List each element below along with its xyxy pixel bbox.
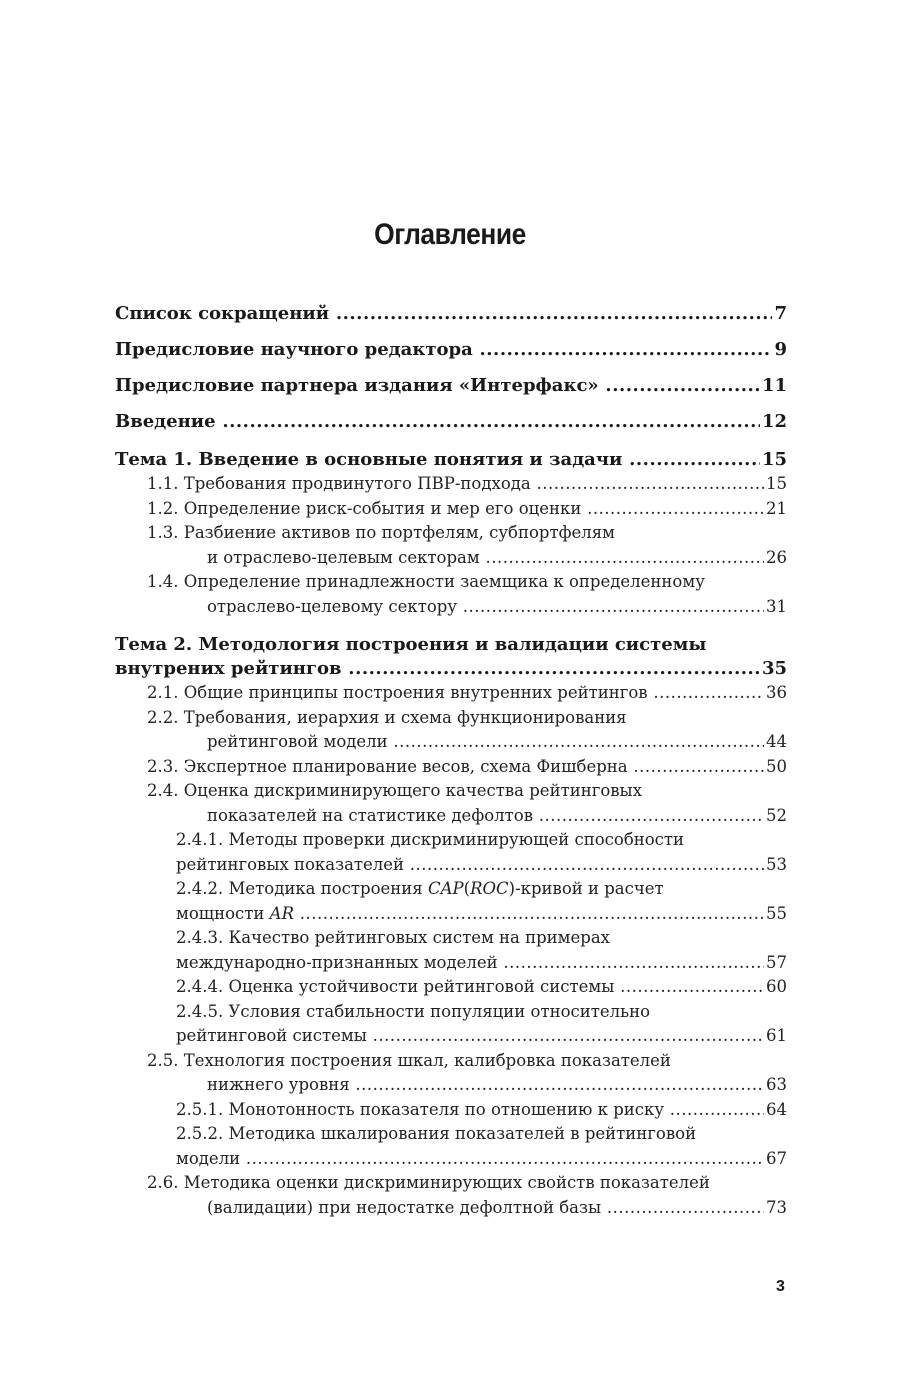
toc-page-number: 9 [774,339,787,360]
toc-entry-2-5-2[interactable] [115,1122,787,1171]
toc-term-roc: ROC [470,879,509,898]
toc-text-part: 2.4.2. Методика построения [176,879,428,898]
table-of-contents [115,302,787,1220]
toc-page-number: 7 [774,303,787,324]
toc-entry-title-cont: (валидации) при недостатке дефолтной базы ..... [207,1196,764,1221]
toc-entry-title-cont: модели ..... [176,1147,764,1172]
page-title: Оглавление [374,218,526,251]
toc-page-number: 44 [766,732,787,751]
toc-page-number: 26 [766,547,787,567]
toc-page-number: 21 [766,498,787,518]
toc-entry-2-4-1[interactable] [115,828,787,877]
toc-entry-2-4-3[interactable] [115,926,787,975]
toc-entry-title: 2.3. Экспертное планирование весов, схема Фишберна ..... [147,755,764,780]
toc-page-number: 60 [766,977,787,996]
toc-entry-2-5-1[interactable] [115,1098,787,1123]
toc-entry-title: 2.6. Методика оценки дискриминирующих свойств показателей [147,1173,710,1192]
toc-entry-1-3[interactable] [115,521,787,570]
toc-page-number: 52 [766,805,787,825]
toc-entry-title-cont: рейтинговых показателей ..... [176,853,764,878]
toc-entry-title: Тема 1. Введение в основные понятия и задачи ..... [115,448,760,472]
toc-entry-title: 2.5.1. Монотонность показателя по отношению к риску ..... [176,1098,764,1123]
toc-entry-title-cont [176,902,764,927]
toc-entry-preface-partner[interactable] [115,374,787,398]
toc-entry-title: 2.5.2. Методика шкалирования показателей в рейтинговой [176,1124,697,1143]
toc-entry-title: 2.4.1. Методы проверки дискриминирующей способности [176,830,685,849]
toc-page-number: 53 [766,854,787,874]
toc-entry-title-cont: международно-признанных моделей ..... [176,951,764,976]
toc-term-cap: CAP [427,879,464,898]
toc-page-number: 35 [761,658,787,679]
toc-entry-title-cont: внутрених рейтингов ..... [115,657,760,681]
toc-page-number: 36 [766,683,787,702]
toc-entry-title: 2.1. Общие принципы построения внутренних рейтингов ..... [147,681,764,706]
toc-entry-title: Тема 2. Методология построения и валидации системы [115,634,707,655]
toc-entry-1-4[interactable] [115,570,787,619]
toc-page-number: 67 [766,1148,787,1168]
toc-entry-title: 2.4.3. Качество рейтинговых систем на примерах [176,928,610,947]
toc-entry-2-6[interactable] [115,1171,787,1220]
toc-page-number: 55 [766,903,787,923]
toc-page-number: 15 [766,474,787,493]
toc-entry-title: 2.2. Требования, иерархия и схема функционирования [147,707,627,727]
toc-page-number: 11 [761,375,787,396]
toc-text-part: мощности [176,903,270,923]
toc-entry-2-4-2[interactable] [115,877,787,926]
toc-entry-title: Предисловие научного редактора ..... [115,338,772,362]
toc-entry-2-4-5[interactable] [115,1000,787,1049]
toc-entry-topic-1[interactable] [115,448,787,472]
toc-entry-title-cont: и отраслево-целевым секторам ..... [207,546,764,571]
toc-entry-topic-2[interactable] [115,633,787,681]
toc-page-number: 57 [766,952,787,972]
toc-entry-title-cont: показателей на статистике дефолтов ..... [207,804,764,829]
toc-page-number: 31 [766,596,787,616]
toc-entry-title: Список сокращений ..... [115,302,772,326]
toc-entry-preface-editor[interactable] [115,338,787,362]
toc-term-ar: AR [269,903,294,923]
page-number: 3 [776,1278,785,1295]
toc-entry-2-4-4[interactable] [115,975,787,1000]
toc-entry-title: 1.2. Определение риск-события и мер его оценки ..... [147,497,764,522]
toc-page-number: 63 [766,1075,787,1094]
toc-page-number: 61 [766,1026,787,1045]
toc-entry-title: Предисловие партнера издания «Интерфакс» ..... [115,374,760,398]
toc-entry-title: 1.4. Определение принадлежности заемщика к определенному [147,572,705,591]
toc-entry-intro[interactable] [115,410,787,434]
toc-entry-title: 2.4.4. Оценка устойчивости рейтинговой системы ..... [176,975,764,1000]
toc-entry-title: 2.4. Оценка дискриминирующего качества рейтинговых [147,781,642,800]
toc-entry-2-3[interactable] [115,755,787,780]
toc-entry-2-4[interactable] [115,779,787,828]
toc-entry-title-cont: нижнего уровня ..... [207,1073,764,1098]
toc-page-number: 73 [766,1197,787,1217]
toc-entry-2-2[interactable] [115,706,787,755]
toc-entry-2-1[interactable] [115,681,787,706]
toc-page-number: 64 [766,1099,787,1119]
toc-entry-title: 1.3. Разбиение активов по портфелям, субпортфелям [147,523,616,542]
toc-entry-title: 2.4.5. Условия стабильности популяции относительно [176,1001,651,1021]
toc-page-number: 15 [761,449,787,470]
toc-entry-2-5[interactable] [115,1049,787,1098]
toc-entry-title [176,877,787,902]
toc-entry-1-2[interactable] [115,497,787,522]
toc-page-number: 12 [761,411,787,432]
toc-entry-title: Введение ..... [115,410,760,434]
toc-entry-title-cont: рейтинговой системы ..... [176,1024,764,1049]
toc-entry-title-cont: рейтинговой модели ..... [207,730,764,755]
toc-entry-abbrev[interactable] [115,302,787,326]
toc-page-number: 50 [766,756,787,776]
toc-entry-title-cont: отраслево-целевому сектору ..... [207,595,764,620]
toc-entry-title: 2.5. Технология построения шкал, калибровка показателей [147,1050,671,1070]
toc-entry-title: 1.1. Требования продвинутого ПВР-подхода ..... [147,472,764,497]
toc-entry-1-1[interactable] [115,472,787,497]
toc-text-part: )-кривой и расчет [508,879,664,898]
toc-text-part: ( [463,879,471,898]
